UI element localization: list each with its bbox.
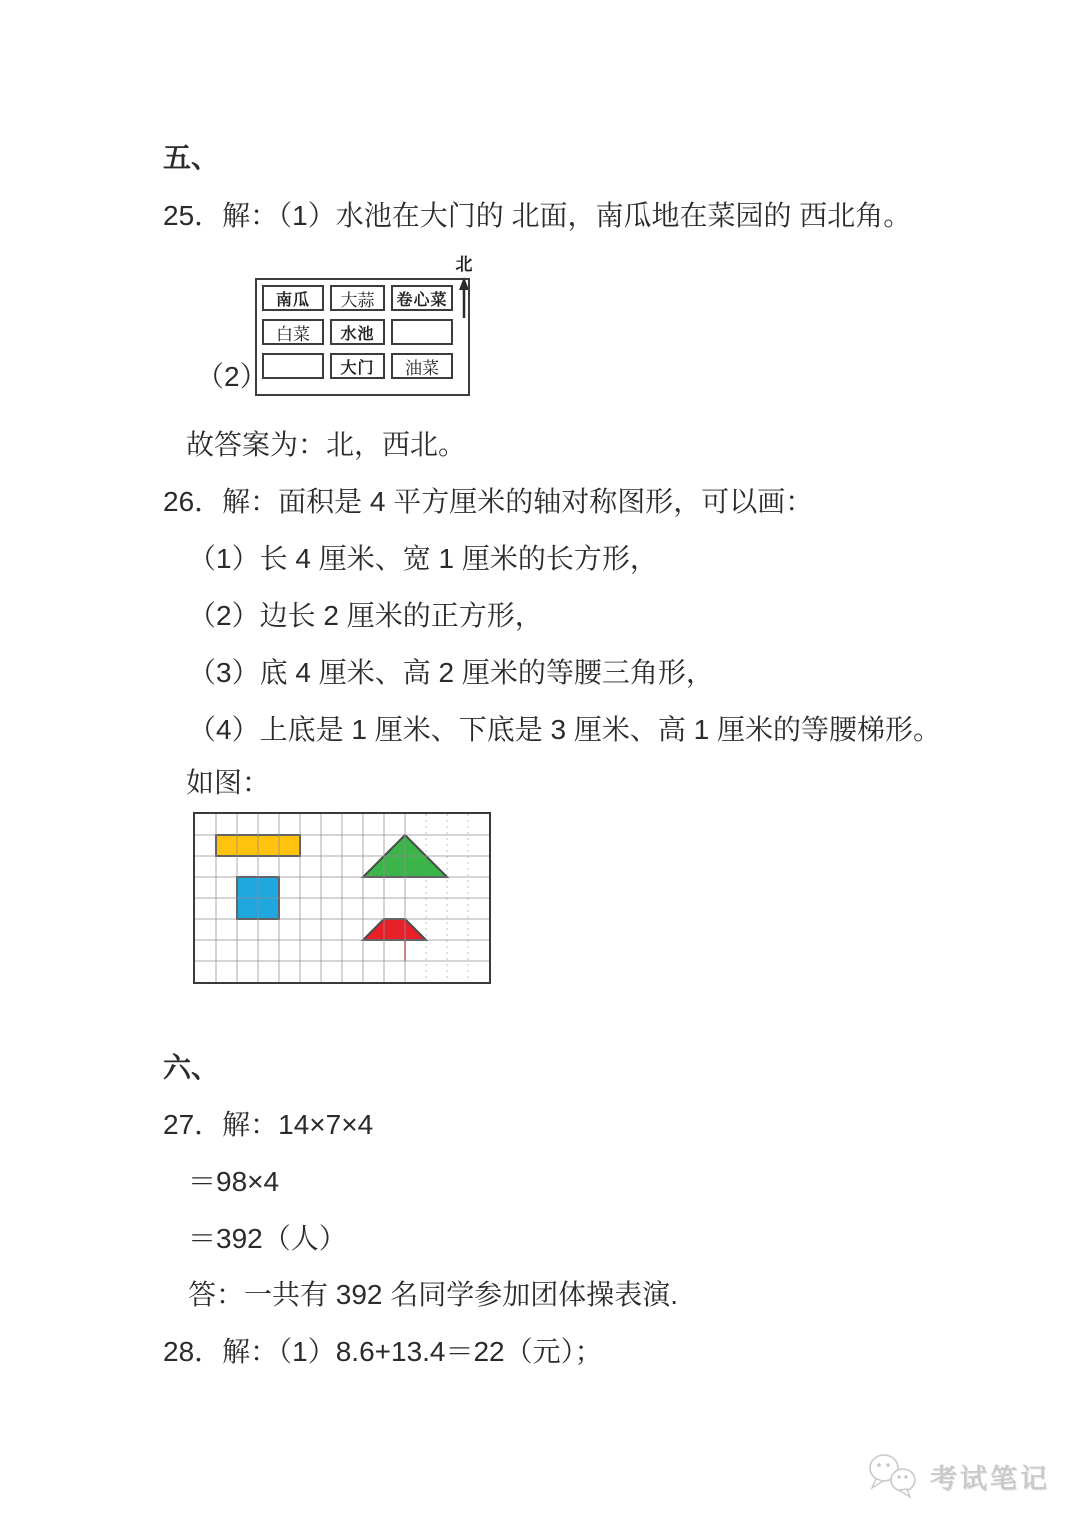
garden-cell-empty-1 xyxy=(391,319,453,345)
q26-figure-intro: 如图： xyxy=(186,767,271,798)
garden-cell-pond: 水池 xyxy=(330,319,385,345)
garden-cell-gate: 大门 xyxy=(330,353,385,379)
q27-answer: 答：一共有 392 名同学参加团体操表演. xyxy=(188,1279,679,1310)
section5-header: 五、 xyxy=(163,142,220,173)
q27-line3: ＝392（人） xyxy=(188,1223,347,1254)
q25-answer-line: 25．解：（1）水池在大门的 北面，南瓜地在菜园的 西北角。 xyxy=(163,200,912,231)
garden-grid xyxy=(255,278,470,396)
q25-sub2-label: （2） xyxy=(196,361,268,392)
watermark xyxy=(866,1452,1050,1500)
garden-cell-garlic: 大蒜 xyxy=(330,285,385,311)
garden-cell-empty-2 xyxy=(262,353,324,379)
q26-answer-line: 26．解：面积是 4 平方厘米的轴对称图形，可以画： xyxy=(163,486,814,517)
garden-cell-bokchoy: 白菜 xyxy=(262,319,324,345)
section6-header: 六、 xyxy=(163,1052,220,1083)
q27-line1: 27．解：14×7×4 xyxy=(163,1109,374,1140)
q28-line1: 28．解：（1）8.6+13.4＝22（元）； xyxy=(163,1336,603,1367)
q27-line2: ＝98×4 xyxy=(188,1166,280,1197)
q26-item-1: （1）长 4 厘米、宽 1 厘米的长方形， xyxy=(188,543,658,574)
north-label: 北 xyxy=(455,255,473,274)
chat-bubbles-icon xyxy=(866,1452,922,1500)
garden-cell-rapeseed: 油菜 xyxy=(391,353,453,379)
garden-cell-cabbage: 卷心菜 xyxy=(391,285,453,311)
red-trapezoid xyxy=(363,919,426,940)
garden-cell-pumpkin: 南瓜 xyxy=(262,285,324,311)
q26-item-2: （2）边长 2 厘米的正方形， xyxy=(188,600,543,631)
symmetry-shapes-figure xyxy=(193,812,491,984)
q26-item-4: （4）上底是 1 厘米、下底是 3 厘米、高 1 厘米的等腰梯形。 xyxy=(188,714,941,745)
garden-map-figure xyxy=(255,252,485,392)
symmetry-shapes-svg xyxy=(195,814,489,982)
q25-conclusion: 故答案为：北，西北。 xyxy=(186,429,467,460)
q26-item-3: （3）底 4 厘米、高 2 厘米的等腰三角形， xyxy=(188,657,714,688)
watermark-text: 考试笔记 xyxy=(930,1463,1050,1494)
